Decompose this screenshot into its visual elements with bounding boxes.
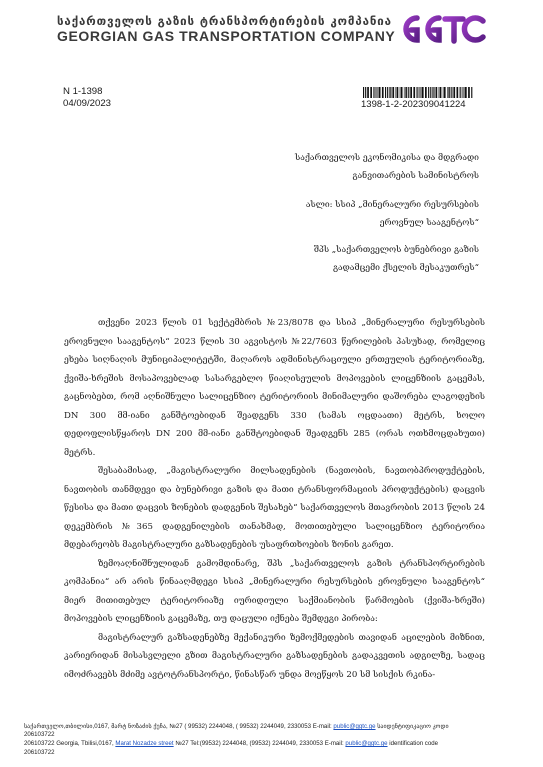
barcode-bar xyxy=(430,87,431,98)
barcode-bar xyxy=(397,87,399,98)
footer-email-link-en[interactable]: public@ggtc.ge xyxy=(345,740,388,747)
barcode-bar xyxy=(410,87,412,98)
addressee-copy-line2: ეროვნულ სააგენტოს“ xyxy=(379,218,479,228)
barcode-bar xyxy=(433,87,434,98)
barcode-bar xyxy=(436,87,438,98)
barcode-bar xyxy=(390,87,391,98)
footer-georgian xyxy=(24,723,449,730)
barcode-bar xyxy=(439,87,440,98)
barcode-bar xyxy=(405,87,406,98)
barcode-bar xyxy=(462,87,463,98)
barcode-bar xyxy=(451,87,452,98)
barcode-bar xyxy=(379,87,381,98)
barcode-bar xyxy=(443,87,444,98)
company-name-georgian: საქართველოს გაზის ტრანსპორტირების კომპანია xyxy=(57,14,392,28)
barcode-bar xyxy=(417,87,418,98)
barcode-bar xyxy=(448,87,449,98)
barcode-bar xyxy=(463,87,464,98)
barcode-bar xyxy=(385,87,386,98)
barcode-bar xyxy=(401,87,403,98)
barcode-bar xyxy=(363,87,364,98)
barcode-bar xyxy=(370,87,372,98)
footer-email-link[interactable]: public@ggtc.ge xyxy=(333,723,376,730)
barcode-bar xyxy=(389,87,390,98)
barcode-bar xyxy=(377,87,378,98)
barcode-bar xyxy=(367,87,369,98)
footer-street-link[interactable]: Marat Nozadze street xyxy=(115,740,174,747)
barcode-bar xyxy=(449,87,450,98)
reference-number: N 1-1398 xyxy=(63,86,103,97)
body-paragraph: მაგისტრალურ გაზსადენებზე მექანიკური ზემოქმედების თავიდან აცილების მიზნით, კარიერიდან მისასვლელი გზით მაგისტრალური გაზსადენების გადაკვეთის ადგილზე, სადაც იმოძრავებს მძიმე ავტოტრანსპორტი, წინასწარ უნდა მოეწყოს 20 სმ სისქის რკინა- xyxy=(64,632,485,680)
barcode-bar xyxy=(373,87,374,98)
barcode-bar xyxy=(396,87,397,98)
barcode-bar xyxy=(400,87,401,98)
barcode-bar xyxy=(382,87,384,98)
addressee-copy-line1: ასლი: სსიპ „მინერალური რესურსების xyxy=(305,200,479,210)
barcode-bar xyxy=(420,87,421,98)
footer-id-label-en: identification code xyxy=(389,740,439,747)
addressee-ministry-line1: საქართველოს ეკონომიკისა და მდგრადი xyxy=(295,153,479,163)
addressee-owner-line1: შპს „საქართველოს ბუნებრივი გაზის xyxy=(313,245,479,255)
barcode-bar xyxy=(406,87,407,98)
footer-address-en: 206103722 Georgia, Tbilisi,0167, xyxy=(24,740,114,747)
barcode xyxy=(363,87,473,98)
barcode-bar xyxy=(453,87,455,98)
barcode-bar xyxy=(457,87,459,98)
barcode-bar xyxy=(392,87,394,98)
barcode-bar xyxy=(465,87,467,98)
barcode-bar xyxy=(447,87,448,98)
addressee-owner-line2: გადამცემი ქსელის მესაკუთრეს“ xyxy=(332,263,479,273)
reference-date: 04/09/2023 xyxy=(63,97,112,109)
letter-body xyxy=(64,314,485,684)
barcode-bar xyxy=(413,87,415,98)
barcode-bar xyxy=(422,87,424,98)
barcode-bar xyxy=(387,87,388,98)
barcode-bar xyxy=(432,87,433,98)
barcode-bar xyxy=(365,87,366,98)
footer-id-code-en: 206103722 xyxy=(24,749,55,756)
barcode-bar xyxy=(376,87,377,98)
body-paragraph: თქვენი 2023 წლის 01 სექტემბრის №23/8078 და სსიპ „მინერალური რესურსების ეროვნული სააგენტოს“ 2023 წლის 30 აგვისტოს №22/7603 წერილების პასუხად, რომელიც ეხება სიღნაღის მუნიციპალიტეტში, მაღაროს ადმინისტრაციული ერთეულის ტერიტორიაზე, ქვიშა-ხრეშის მოსაპოვებლად სასარგებლო წიაღისეულის მოპოვების ლიცენზიის გაცემას, გაცნობებთ, რომ აღნიშნული სალიცენზიო ტერიტორიის მინიმალური დაშორება ლაგოდეხის DN 300 მმ-იანი განშტოებიდან შეადგენს 330 (სამას ოცდაათი) მეტრს, ხოლო დედოფლისწყაროს DN 200 მმ-იანი განშტოებიდან შეადგენს 285 (ორას ოთხმოცდახუთი) მეტრს. xyxy=(64,318,485,458)
barcode-bar xyxy=(404,87,405,98)
barcode-bar xyxy=(425,87,427,98)
barcode-bar xyxy=(468,87,470,98)
company-name-english: GEORGIAN GAS TRANSPORTATION COMPANY xyxy=(57,28,396,44)
barcode-bar xyxy=(444,87,446,98)
barcode-bar xyxy=(378,87,379,98)
body-paragraph: შესაბამისად, „მაგისტრალური მილსადენების (ნავთობის, ნავთობპროდუქტების, ნავთობის თანმდევი და ბუნებრივი გაზის და მათი ტრანსფორმაციის პროდუქტების) დაცვის წესისა და მათი დაცვის ზონების დადგენის შესახებ“ საქართველოს მთავრობის 2013 წლის 24 დეკემბრის №365 დადგენილების თანახმად, მოთითებული სალიცენზიო ტერიტორია მდებარეობს მაგისტრალური გაზსადენების უსაფრთხოების ზონის გარეთ. xyxy=(64,466,485,550)
barcode-bar xyxy=(460,87,461,98)
footer-id-code-geo: 206103722 xyxy=(24,731,55,738)
barcode-bar xyxy=(464,87,465,98)
addressee-ministry-line2: განვითარების სამინისტროს xyxy=(352,171,479,181)
barcode-bar xyxy=(428,87,429,98)
barcode-bar xyxy=(440,87,442,98)
barcode-bar xyxy=(419,87,420,98)
footer-english xyxy=(24,740,438,747)
barcode-bar xyxy=(471,87,472,98)
barcode-number: 1398-1-2-202309041224 xyxy=(361,99,466,110)
footer-address-geo: საქართველო,თბილისი,0167, მარტ ნოზაძის ქუჩა, №27 ( 99532) 2244048, ( 99532) 2244049, 2330053 E-mail: xyxy=(24,723,332,730)
ggtc-logo xyxy=(401,12,487,46)
footer-phones-en: №27 Tel:(99532) 2244048, (99532) 2244049, 2330053 E-mail: xyxy=(175,740,344,747)
body-paragraph: ზემოაღნიშნულიდან გამომდინარე, შპს „საქართველოს გაზის ტრანსპორტირების კომპანია“ არ არის წინააღმდეგი სსიპ „მინერალური რესურსების ეროვნული სააგენტოს“ მიერ მითითებულ ტერიტორიაზე იურიდიული საქმიანობის წარმოების (ქვიშა-ხრეში) მოპოვების ლიცენზიის გაცემაზე, თუ დაცული იქნება შემდეგი პირობა: xyxy=(64,558,485,624)
barcode-bar xyxy=(408,87,409,98)
barcode-bar xyxy=(421,87,422,98)
reference-block xyxy=(63,86,111,109)
footer-id-label-geo: საიდენტიფიკაციო კოდი xyxy=(377,723,449,730)
